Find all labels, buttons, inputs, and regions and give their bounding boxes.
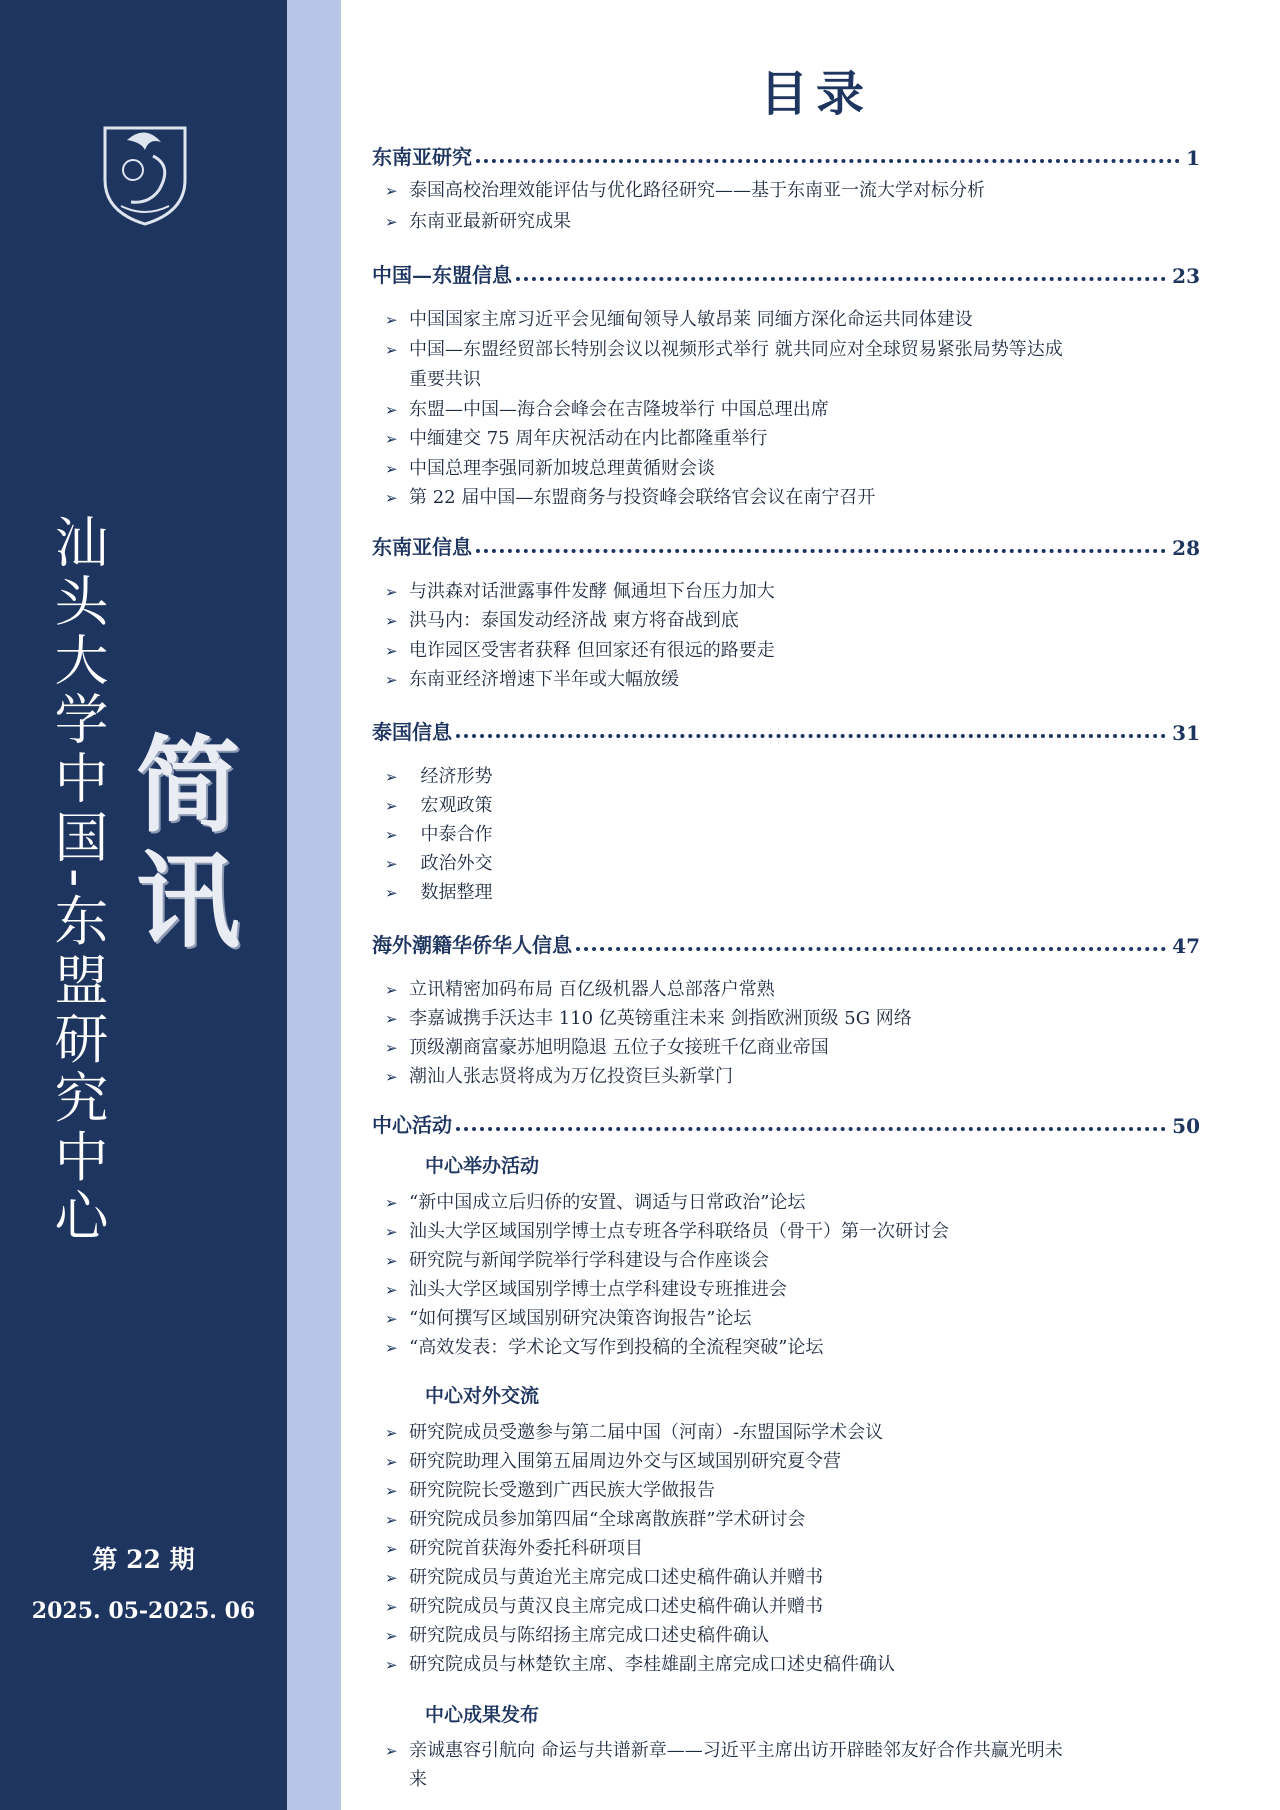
toc-item-text: 宏观政策 [420, 795, 493, 816]
arrow-icon: ➢ [385, 1223, 398, 1241]
accent-stripe [287, 0, 341, 1810]
toc-item-text: “高效发表：学术论文写作到投稿的全流程突破”论坛 [409, 1337, 824, 1358]
toc-item-text: 与洪森对话泄露事件发酵 佩通坦下台压力加大 [409, 581, 775, 602]
toc-item[interactable] [385, 762, 1235, 792]
toc-item[interactable] [385, 1650, 1235, 1680]
leader-dots [516, 277, 1166, 281]
arrow-icon: ➢ [385, 213, 398, 231]
toc-item[interactable] [385, 483, 1235, 513]
toc-item[interactable] [385, 335, 1235, 365]
issue-number: 第 22 期 [92, 1545, 195, 1574]
arrow-icon: ➢ [385, 341, 398, 359]
toc-item[interactable] [385, 975, 1235, 1005]
toc-item-text: “新中国成立后归侨的安置、调适与日常政治”论坛 [409, 1192, 806, 1213]
toc-item[interactable] [385, 1534, 1235, 1564]
section-title: 东南亚信息 [372, 535, 472, 559]
toc-section[interactable] [372, 1108, 1200, 1138]
arrow-icon: ➢ [385, 797, 398, 815]
arrow-icon: ➢ [385, 1598, 398, 1616]
toc-item-text: 洪马内：泰国发动经济战 柬方将奋战到底 [409, 610, 739, 631]
arrow-icon: ➢ [385, 1424, 398, 1442]
subsection-title: 中心成果发布 [425, 1704, 540, 1726]
toc-item-text: 重要共识 [409, 369, 481, 390]
arrow-icon: ➢ [385, 1039, 398, 1057]
arrow-icon: ➢ [385, 1252, 398, 1270]
brief-title: 简讯 [118, 730, 240, 962]
toc-item-text: 汕头大学区域国别学博士点专班各学科联络员（骨干）第一次研讨会 [409, 1221, 949, 1242]
arrow-icon: ➢ [385, 826, 398, 844]
toc-item[interactable] [385, 1275, 1235, 1305]
arrow-icon: ➢ [385, 855, 398, 873]
toc-item-text: 研究院成员参加第四届“全球离散族群”学术研讨会 [409, 1509, 806, 1530]
toc-item-text: 经济形势 [420, 766, 493, 787]
toc-item-text: 中泰合作 [420, 824, 493, 845]
cover-sidebar [0, 0, 287, 1810]
section-page: 50 [1172, 1114, 1200, 1138]
center-name-vertical: 汕头大学中国-东盟研究中心 [46, 513, 109, 1247]
toc-item[interactable] [385, 1004, 1235, 1034]
toc-title: 目录 [760, 66, 873, 122]
toc-item-text: 泰国高校治理效能评估与优化路径研究——基于东南亚一流大学对标分析 [409, 180, 985, 201]
section-page: 47 [1172, 934, 1200, 958]
arrow-icon: ➢ [385, 1068, 398, 1086]
toc-item[interactable] [385, 1505, 1235, 1535]
toc-item[interactable] [385, 636, 1235, 666]
toc-item-text: 东南亚最新研究成果 [409, 211, 571, 232]
toc-item[interactable] [385, 1217, 1235, 1247]
toc-item-text: 数据整理 [420, 882, 493, 903]
toc-item[interactable] [385, 878, 1235, 908]
toc-section[interactable] [372, 258, 1200, 288]
arrow-icon: ➢ [385, 1194, 398, 1212]
toc-item[interactable] [385, 820, 1235, 850]
toc-item-continuation[interactable] [409, 1765, 1259, 1794]
arrow-icon: ➢ [385, 1627, 398, 1645]
toc-section[interactable] [372, 140, 1200, 170]
arrow-icon: ➢ [385, 981, 398, 999]
toc-item-text: 中国—东盟经贸部长特别会议以视频形式举行 就共同应对全球贸易紧张局势等达成 [409, 339, 1063, 360]
toc-item-text: 东盟—中国—海合会峰会在吉隆坡举行 中国总理出席 [409, 399, 829, 420]
toc-section[interactable] [372, 928, 1200, 958]
toc-item[interactable] [385, 305, 1235, 335]
subsection-title: 中心举办活动 [425, 1155, 540, 1177]
toc-item-text: 研究院成员与林楚钦主席、李桂雄副主席完成口述史稿件确认 [409, 1654, 895, 1675]
toc-item-text: 研究院院长受邀到广西民族大学做报告 [409, 1480, 715, 1501]
section-page: 31 [1172, 721, 1200, 745]
toc-item-text: 中缅建交 75 周年庆祝活动在内比都隆重举行 [409, 428, 768, 449]
toc-item[interactable] [385, 1476, 1235, 1506]
toc-item-text: 中国国家主席习近平会见缅甸领导人敏昂莱 同缅方深化命运共同体建设 [409, 309, 973, 330]
toc-item-text: 第 22 届中国—东盟商务与投资峰会联络官会议在南宁召开 [409, 487, 876, 508]
leader-dots [576, 947, 1166, 951]
leader-dots [456, 1127, 1166, 1131]
section-title: 泰国信息 [372, 720, 452, 744]
arrow-icon: ➢ [385, 489, 398, 507]
arrow-icon: ➢ [385, 1540, 398, 1558]
toc-item[interactable] [385, 1736, 1235, 1766]
toc-item[interactable] [385, 1304, 1235, 1334]
toc-item[interactable] [385, 1563, 1235, 1593]
toc-item[interactable] [385, 606, 1235, 636]
toc-item-text: 研究院成员与黄迨光主席完成口述史稿件确认并赠书 [409, 1567, 823, 1588]
arrow-icon: ➢ [385, 583, 398, 601]
toc-item[interactable] [385, 1592, 1235, 1622]
arrow-icon: ➢ [385, 311, 398, 329]
date-range: 2025. 05-2025. 06 [31, 1598, 256, 1624]
toc-item-text: 汕头大学区域国别学博士点学科建设专班推进会 [409, 1279, 787, 1300]
toc-item[interactable] [385, 665, 1235, 695]
toc-item-text: 研究院与新闻学院举行学科建设与合作座谈会 [409, 1250, 769, 1271]
section-title: 中心活动 [372, 1113, 452, 1137]
arrow-icon: ➢ [385, 430, 398, 448]
arrow-icon: ➢ [385, 1310, 398, 1328]
toc-item-text: 研究院助理入围第五届周边外交与区域国别研究夏令营 [409, 1451, 841, 1472]
arrow-icon: ➢ [385, 884, 398, 902]
toc-item-text: 政治外交 [420, 853, 493, 874]
toc-item[interactable] [385, 424, 1235, 454]
arrow-icon: ➢ [385, 612, 398, 630]
toc-item[interactable] [385, 791, 1235, 821]
toc-item[interactable] [385, 1246, 1235, 1276]
university-emblem-icon [97, 120, 193, 228]
toc-item[interactable] [385, 207, 1235, 237]
toc-item-text: 研究院成员受邀参与第二届中国（河南）-东盟国际学术会议 [409, 1422, 884, 1443]
toc-item[interactable] [385, 1621, 1235, 1651]
arrow-icon: ➢ [385, 1742, 398, 1760]
arrow-icon: ➢ [385, 1010, 398, 1028]
toc-item[interactable] [385, 1447, 1235, 1477]
toc-item[interactable] [385, 1033, 1235, 1063]
arrow-icon: ➢ [385, 642, 398, 660]
toc-item-text: 中国总理李强同新加坡总理黄循财会谈 [409, 458, 715, 479]
arrow-icon: ➢ [385, 1511, 398, 1529]
leader-dots [476, 159, 1180, 163]
toc-item-text: 研究院首获海外委托科研项目 [409, 1538, 643, 1559]
toc-item[interactable] [385, 1062, 1235, 1092]
toc-item-text: 研究院成员与黄汉良主席完成口述史稿件确认并赠书 [409, 1596, 823, 1617]
arrow-icon: ➢ [385, 1482, 398, 1500]
toc-item-text: 潮汕人张志贤将成为万亿投资巨头新掌门 [409, 1066, 733, 1087]
arrow-icon: ➢ [385, 1569, 398, 1587]
toc-item-text: 李嘉诚携手沃达丰 110 亿英镑重注未来 剑指欧洲顶级 5G 网络 [409, 1008, 912, 1029]
arrow-icon: ➢ [385, 1656, 398, 1674]
toc-section[interactable] [372, 530, 1200, 560]
toc-item-text: 立讯精密加码布局 百亿级机器人总部落户常熟 [409, 979, 775, 1000]
arrow-icon: ➢ [385, 671, 398, 689]
toc-item-text: 亲诚惠容引航向 命运与共谱新章——习近平主席出访开辟睦邻友好合作共赢光明未 [409, 1740, 1063, 1761]
toc-item[interactable] [385, 454, 1235, 484]
section-page: 28 [1172, 536, 1200, 560]
leader-dots [456, 734, 1166, 738]
toc-item[interactable] [385, 395, 1235, 425]
arrow-icon: ➢ [385, 1281, 398, 1299]
section-page: 23 [1172, 264, 1200, 288]
section-title: 中国—东盟信息 [372, 263, 512, 287]
arrow-icon: ➢ [385, 1453, 398, 1471]
toc-item[interactable] [385, 1418, 1235, 1448]
toc-item-text: 来 [409, 1769, 427, 1790]
toc-item-continuation[interactable] [409, 365, 1259, 394]
toc-item[interactable] [385, 577, 1235, 607]
arrow-icon: ➢ [385, 768, 398, 786]
toc-item[interactable] [385, 1188, 1235, 1218]
section-page: 1 [1186, 146, 1200, 170]
toc-item-text: 东南亚经济增速下半年或大幅放缓 [409, 669, 679, 690]
arrow-icon: ➢ [385, 460, 398, 478]
arrow-icon: ➢ [385, 182, 398, 200]
subsection-title: 中心对外交流 [425, 1385, 540, 1407]
arrow-icon: ➢ [385, 1339, 398, 1357]
toc-item-text: 顶级潮商富豪苏旭明隐退 五位子女接班千亿商业帝国 [409, 1037, 829, 1058]
toc-item[interactable] [385, 176, 1235, 206]
toc-section[interactable] [372, 715, 1200, 745]
section-title: 海外潮籍华侨华人信息 [372, 933, 572, 957]
toc-item-text: 研究院成员与陈绍扬主席完成口述史稿件确认 [409, 1625, 769, 1646]
toc-item[interactable] [385, 1333, 1235, 1363]
toc-item[interactable] [385, 849, 1235, 879]
leader-dots [476, 549, 1166, 553]
section-title: 东南亚研究 [372, 145, 472, 169]
toc-item-text: 电诈园区受害者获释 但回家还有很远的路要走 [409, 640, 775, 661]
toc-item-text: “如何撰写区域国别研究决策咨询报告”论坛 [409, 1308, 752, 1329]
arrow-icon: ➢ [385, 401, 398, 419]
